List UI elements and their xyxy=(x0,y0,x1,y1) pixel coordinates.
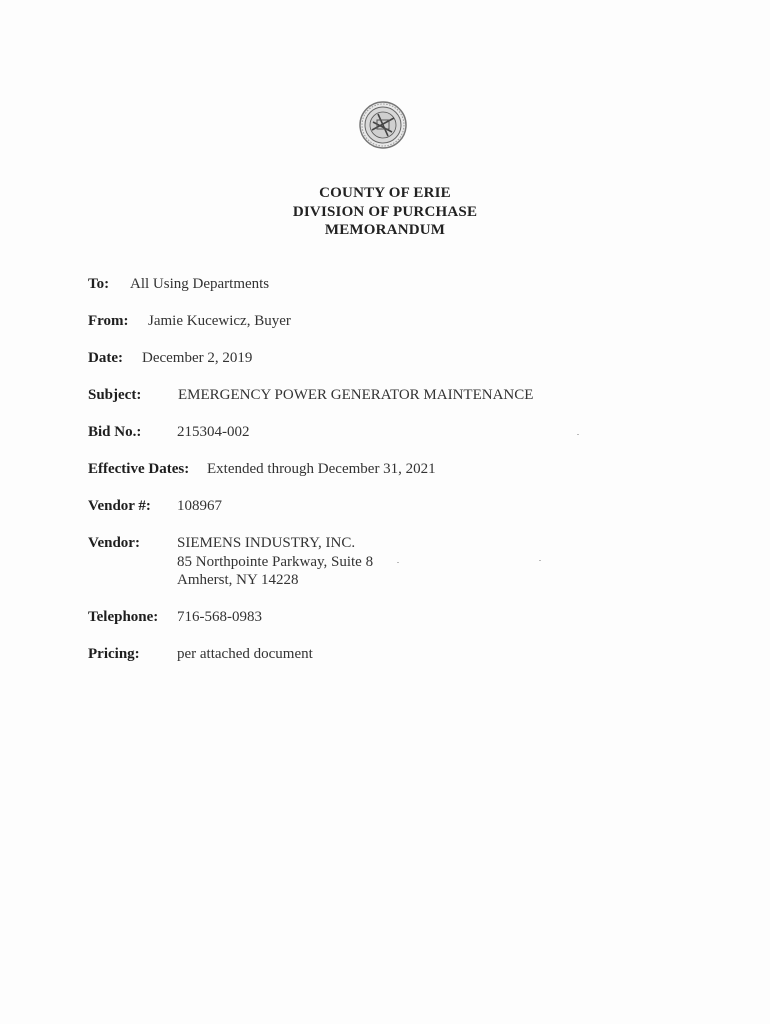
field-telephone xyxy=(88,609,158,626)
field-bid-no-value: 215304-002 xyxy=(177,424,250,440)
field-vendor-no-value: 108967 xyxy=(177,498,222,514)
field-vendor-no-label: Vendor #: xyxy=(88,498,151,514)
field-telephone-label: Telephone: xyxy=(88,609,159,625)
field-to-label: To: xyxy=(88,276,110,292)
field-vendor-no xyxy=(88,498,151,515)
field-pricing xyxy=(88,646,140,663)
field-from-value: Jamie Kucewicz, Buyer xyxy=(148,313,291,329)
field-pricing-label: Pricing: xyxy=(88,646,140,662)
field-pricing-value: per attached document xyxy=(177,646,313,662)
field-to xyxy=(88,276,109,293)
field-vendor-address1: 85 Northpointe Parkway, Suite 8 xyxy=(177,554,374,570)
scan-speck xyxy=(577,434,579,435)
county-seal-icon xyxy=(358,100,408,150)
field-bid-no-label: Bid No.: xyxy=(88,424,142,440)
field-effective-dates xyxy=(88,461,189,478)
field-bid-no xyxy=(88,424,141,441)
field-date xyxy=(88,350,123,367)
field-vendor xyxy=(88,535,140,552)
field-effective-dates-label: Effective Dates: xyxy=(88,461,190,477)
field-effective-dates-value: Extended through December 31, 2021 xyxy=(207,461,436,477)
field-from-label: From: xyxy=(88,313,129,329)
field-vendor-address2: Amherst, NY 14228 xyxy=(177,572,299,588)
field-telephone-value: 716-568-0983 xyxy=(177,609,262,625)
field-subject xyxy=(88,387,141,404)
field-from xyxy=(88,313,129,330)
memo-header-title: MEMORANDUM xyxy=(324,222,446,238)
memo-header-county: COUNTY OF ERIE xyxy=(319,185,451,201)
field-date-label: Date: xyxy=(88,350,123,366)
field-vendor-label: Vendor: xyxy=(88,535,140,551)
field-subject-label: Subject: xyxy=(88,387,142,403)
field-date-value: December 2, 2019 xyxy=(142,350,253,366)
scan-speck xyxy=(397,562,399,563)
scan-speck xyxy=(539,560,541,561)
memo-header-division: DIVISION OF PURCHASE xyxy=(292,204,478,220)
field-to-value: All Using Departments xyxy=(130,276,270,292)
field-vendor-name: SIEMENS INDUSTRY, INC. xyxy=(177,535,356,551)
field-subject-value: EMERGENCY POWER GENERATOR MAINTENANCE xyxy=(178,387,534,403)
